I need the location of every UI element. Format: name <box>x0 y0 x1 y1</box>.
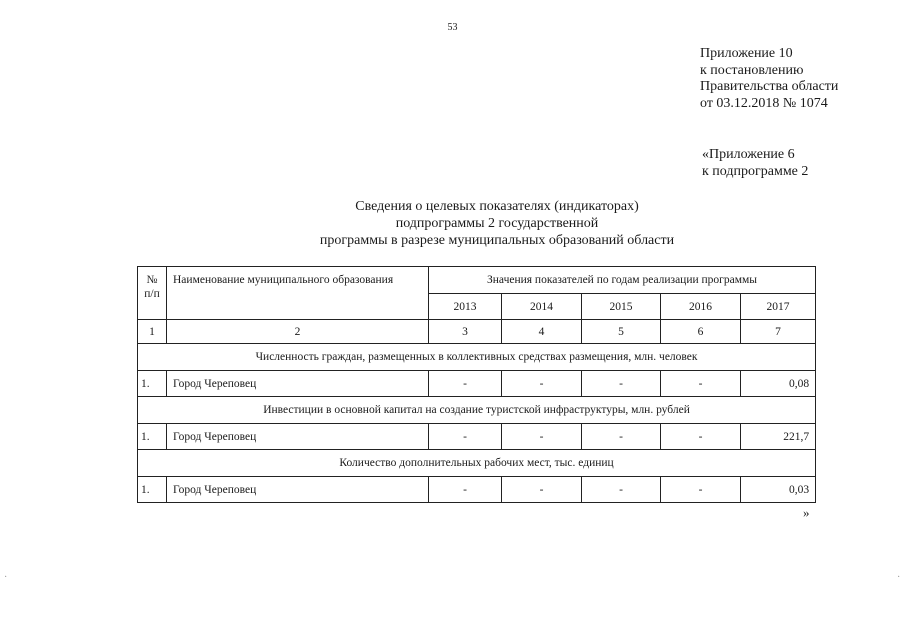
closing-quote: » <box>803 505 810 520</box>
section-row <box>138 450 816 477</box>
title-line3: программы в разрезе муниципальных образований области <box>319 233 675 248</box>
row-value: 0,03 <box>741 477 816 503</box>
row-value: 221,7 <box>741 424 816 450</box>
page-number: 53 <box>447 22 458 33</box>
row-num: 1. <box>138 477 167 503</box>
column-number: 1 <box>138 320 167 344</box>
appendix-6-line2: к подпрограмме 2 <box>702 164 809 179</box>
column-number: 5 <box>582 320 661 344</box>
column-number: 7 <box>741 320 816 344</box>
scan-edge-mark-right: · <box>897 572 901 583</box>
table-row <box>138 424 816 450</box>
appendix-6-header <box>702 146 808 180</box>
row-value: - <box>661 424 741 450</box>
row-value: - <box>429 424 502 450</box>
row-value: 0,08 <box>741 371 816 397</box>
appendix-10-header <box>700 46 838 112</box>
header-year: 2013 <box>429 294 502 320</box>
row-value: - <box>582 424 661 450</box>
row-value: - <box>502 424 582 450</box>
row-value: - <box>502 477 582 503</box>
section-row <box>138 397 816 424</box>
row-num: 1. <box>138 371 167 397</box>
section-row <box>138 344 816 371</box>
column-number: 4 <box>502 320 582 344</box>
row-value: - <box>582 371 661 397</box>
section-title: Инвестиции в основной капитал на создание туристской инфраструктуры, млн. рублей <box>138 397 816 424</box>
appendix-10-line1: Приложение 10 <box>700 46 793 61</box>
title-line2: подпрограммы 2 государственной <box>395 216 599 231</box>
column-number: 3 <box>429 320 502 344</box>
header-year: 2015 <box>582 294 661 320</box>
row-num: 1. <box>138 424 167 450</box>
header-year: 2016 <box>661 294 741 320</box>
column-number: 6 <box>661 320 741 344</box>
row-value: - <box>661 371 741 397</box>
table-row <box>138 371 816 397</box>
row-value: - <box>582 477 661 503</box>
indicators-table <box>137 266 816 503</box>
appendix-10-line3: Правительства области <box>700 79 839 94</box>
header-year: 2014 <box>502 294 582 320</box>
header-num <box>138 267 167 320</box>
title-line1: Сведения о целевых показателях (индикаторах) <box>355 199 639 214</box>
row-name: Город Череповец <box>167 477 429 503</box>
row-name: Город Череповец <box>167 371 429 397</box>
header-num-part: № <box>146 274 158 286</box>
section-title: Количество дополнительных рабочих мест, тыс. единиц <box>138 450 816 477</box>
header-name: Наименование муниципального образования <box>167 267 429 320</box>
section-title: Численность граждан, размещенных в коллективных средствах размещения, млн. человек <box>138 344 816 371</box>
column-number-row <box>138 320 816 344</box>
row-value: - <box>661 477 741 503</box>
appendix-6-line1: «Приложение 6 <box>702 147 795 162</box>
header-values: Значения показателей по годам реализации программы <box>429 267 816 294</box>
column-number: 2 <box>167 320 429 344</box>
row-value: - <box>429 477 502 503</box>
appendix-10-line4: от 03.12.2018 № 1074 <box>700 95 828 111</box>
table-row <box>138 477 816 503</box>
row-value: - <box>502 371 582 397</box>
scan-edge-mark-left: · <box>4 572 8 583</box>
document-title <box>300 198 694 249</box>
header-num-part: п/п <box>144 288 160 300</box>
row-value: - <box>429 371 502 397</box>
row-name: Город Череповец <box>167 424 429 450</box>
header-year: 2017 <box>741 294 816 320</box>
appendix-10-line2: к постановлению <box>700 62 804 78</box>
